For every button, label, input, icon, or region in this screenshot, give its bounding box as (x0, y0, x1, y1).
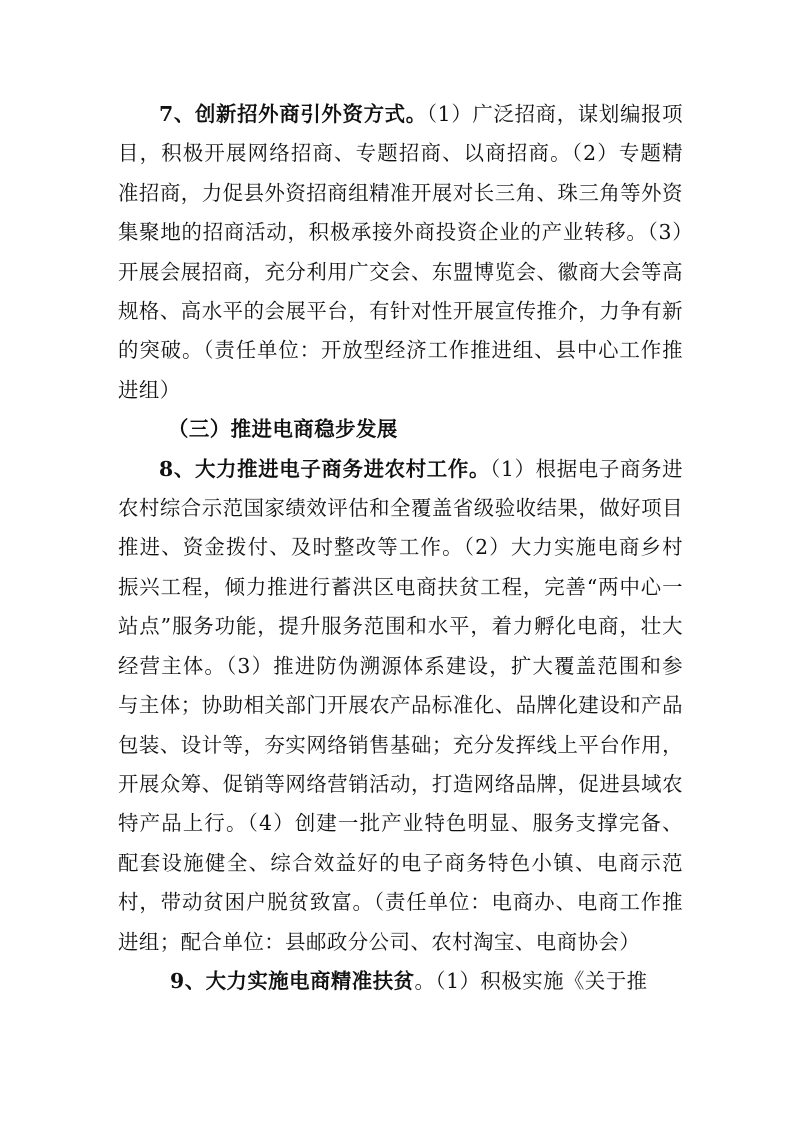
item-8-title: 8、大力推进电子商务进农村工作。 (159, 456, 491, 481)
item-9-title: 9、大力实施电商精准扶贫 (170, 968, 415, 993)
item-8-paragraph (118, 450, 683, 962)
item-9-body: 。（1）积极实施《关于推 (414, 968, 648, 993)
item-8-body: （1）根据电子商务进农村综合示范国家绩效评估和全覆盖省级验收结果，做好项目推进、资金拨付、及时整改等工作。（2）大力实施电商乡村振兴工程，倾力推进行蓄洪区电商扶贫工程，完善“两中心一站点”服务功能，提升服务范围和水平，着力孵化电商，壮大经营主体。（3）推进防伪溯源体系建设，扩大覆盖范围和参与主体；协助相关部门开展农产品标准化、品牌化建设和产品包装、设计等，夯实网络销售基础；充分发挥线上平台作用，开展众筹、促销等网络营销活动，打造网络品牌，促进县域农特产品上行。（4）创建一批产业特色明显、服务支撑完备、配套设施健全、综合效益好的电子商务特色小镇、电商示范村，带动贫困户脱贫致富。（责任单位：电商办、电商工作推进组；配合单位：县邮政分公司、农村淘宝、电商协会） (118, 456, 683, 954)
item-9-paragraph (118, 962, 683, 1001)
document-page (118, 95, 683, 1001)
item-7-title: 7、创新招外商引外资方式。 (159, 102, 427, 126)
item-7-paragraph (118, 95, 683, 410)
item-7-body: （1）广泛招商，谋划编报项目，积极开展网络招商、专题招商、以商招商。（2）专题精准招商，力促县外资招商组精准开展对长三角、珠三角等外资集聚地的招商活动，积极承接外商投资企业的产业转移。（3）开展会展招商，充分利用广交会、东盟博览会、徽商大会等高规格、高水平的会展平台，有针对性开展宣传推介，力争有新的突破。（责任单位：开放型经济工作推进组、县中心工作推进组） (118, 102, 683, 402)
section-heading: （三）推进电商稳步发展 (168, 417, 398, 442)
